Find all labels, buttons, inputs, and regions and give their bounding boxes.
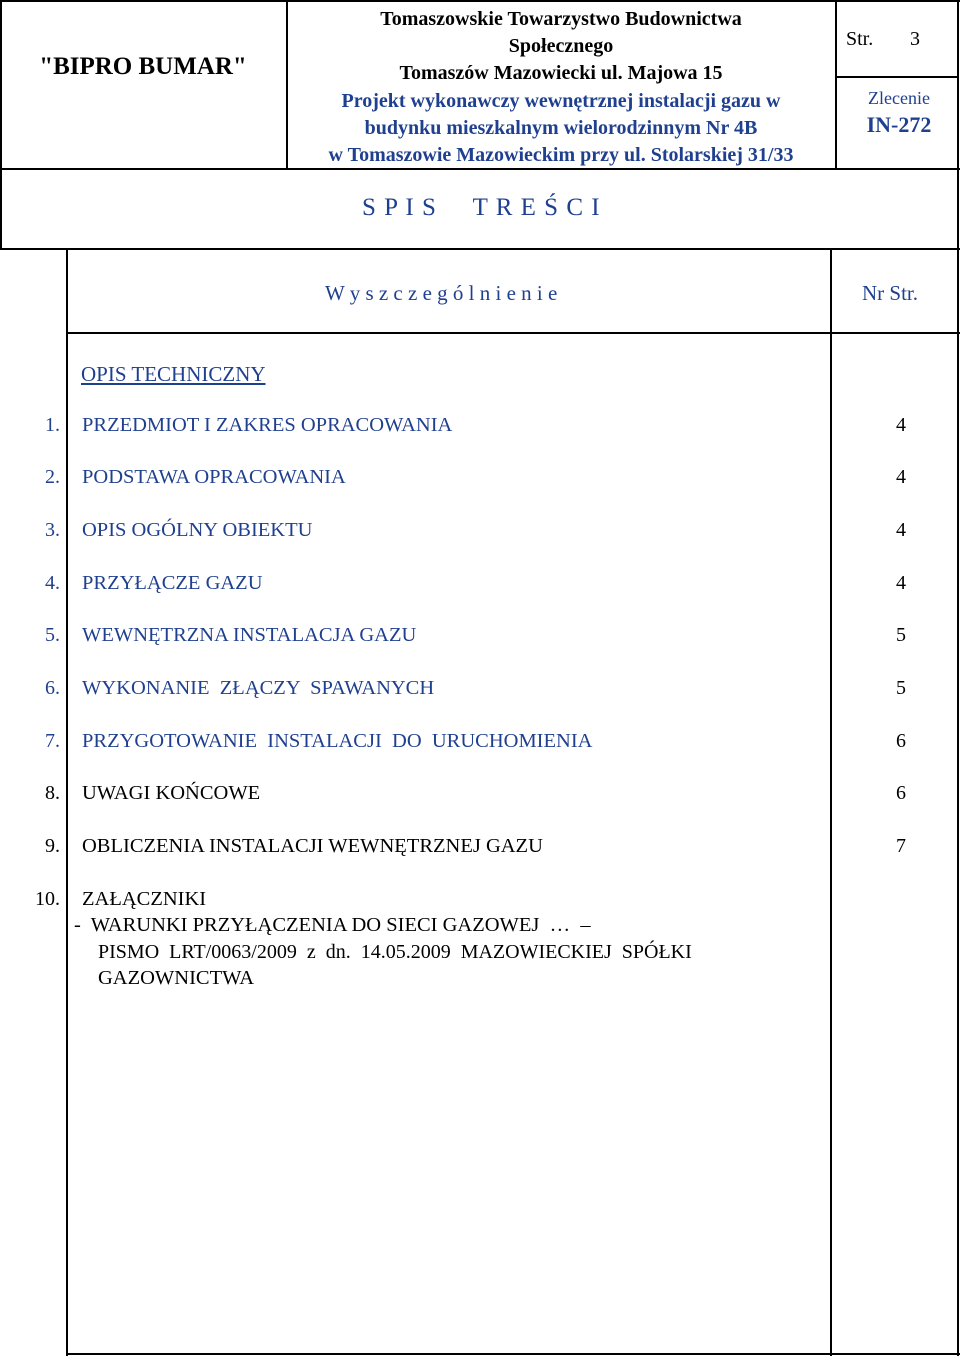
project-line-2: budynku mieszkalnym wielorodzinnym Nr 4B xyxy=(364,117,758,139)
title-left xyxy=(0,168,2,250)
item-number: 2. xyxy=(45,466,60,488)
item-text: PRZYGOTOWANIE INSTALACJI DO URUCHOMIENIA xyxy=(82,730,593,752)
client-line-1: Tomaszowskie Towarzystwo Budownictwa xyxy=(380,8,742,30)
column-page: Nr Str. xyxy=(862,281,919,305)
item-page: 6 xyxy=(896,730,906,752)
attachment-line-3: GAZOWNICTWA xyxy=(98,967,254,989)
page-value: 3 xyxy=(910,28,920,50)
body-left xyxy=(66,248,68,1356)
body-right xyxy=(957,332,959,1356)
border-bottom xyxy=(66,1353,960,1355)
item-number: 4. xyxy=(45,572,60,594)
toc-title: S P I S T R E Ś C I xyxy=(362,194,601,221)
item-text: PRZEDMIOT I ZAKRES OPRACOWANIA xyxy=(82,414,453,436)
item-number: 1. xyxy=(45,414,60,436)
column-description: W y s z c z e g ó l n i e n i e xyxy=(325,281,558,305)
page-column-left xyxy=(830,248,832,1356)
item-number: 3. xyxy=(45,519,60,541)
header-divider-2 xyxy=(835,0,837,170)
item-page: 6 xyxy=(896,782,906,804)
item-text: WEWNĘTRZNA INSTALACJA GAZU xyxy=(82,624,417,646)
client-line-3: Tomaszów Mazowiecki ul. Majowa 15 xyxy=(399,62,723,84)
item-page: 4 xyxy=(896,572,906,594)
project-line-3: w Tomaszowie Mazowieckim przy ul. Stolarskiej 31/33 xyxy=(328,144,794,166)
page-label: Str. xyxy=(846,28,874,50)
order-label: Zlecenie xyxy=(868,88,930,108)
item-text: WYKONANIE ZŁĄCZY SPAWANYCH xyxy=(82,677,435,699)
item-text: OPIS OGÓLNY OBIEKTU xyxy=(82,519,313,541)
item-page: 5 xyxy=(896,624,906,646)
item-page: 7 xyxy=(896,835,906,857)
columnhead-bottom xyxy=(66,332,960,334)
item-page: 4 xyxy=(896,414,906,436)
item-text: ZAŁĄCZNIKI xyxy=(82,888,207,910)
border-right-header xyxy=(957,0,959,334)
item-number: 8. xyxy=(45,782,60,804)
item-page: 4 xyxy=(896,519,906,541)
title-bottom xyxy=(0,248,960,250)
section-heading: OPIS TECHNICZNY xyxy=(81,362,266,386)
company-name: "BIPRO BUMAR" xyxy=(39,53,247,80)
item-number: 6. xyxy=(45,677,60,699)
item-text: PRZYŁĄCZE GAZU xyxy=(82,572,263,594)
item-number: 5. xyxy=(45,624,60,646)
item-number: 7. xyxy=(45,730,60,752)
item-page: 5 xyxy=(896,677,906,699)
item-text: OBLICZENIA INSTALACJI WEWNĘTRZNEJ GAZU xyxy=(82,835,543,857)
item-number: 9. xyxy=(45,835,60,857)
header-center xyxy=(288,6,834,169)
item-page: 4 xyxy=(896,466,906,488)
item-text: UWAGI KOŃCOWE xyxy=(82,782,261,804)
item-number: 10. xyxy=(35,888,60,910)
client-line-2: Społecznego xyxy=(508,35,614,57)
project-line-1: Projekt wykonawczy wewnętrznej instalacji gazu w xyxy=(341,90,781,112)
item-text: PODSTAWA OPRACOWANIA xyxy=(82,466,346,488)
attachment-line-1: - WARUNKI PRZYŁĄCZENIA DO SIECI GAZOWEJ … – xyxy=(74,914,591,936)
header-str-divider xyxy=(835,76,959,78)
attachment-line-2: PISMO LRT/0063/2009 z dn. 14.05.2009 MAZOWIECKIEJ SPÓŁKI xyxy=(98,941,692,963)
order-value: IN-272 xyxy=(866,112,932,137)
